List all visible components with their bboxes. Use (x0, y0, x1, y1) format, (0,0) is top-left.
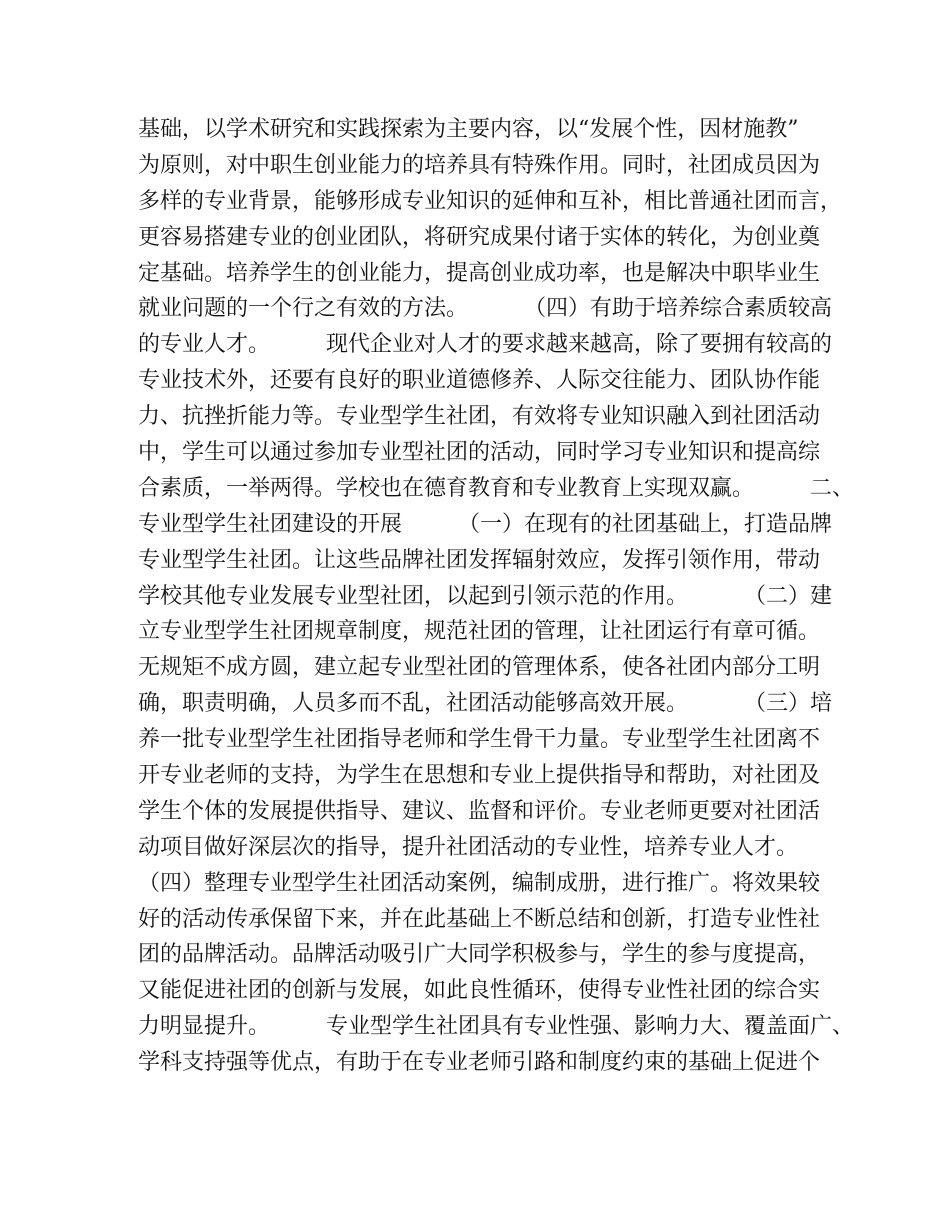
text-line: 无规矩不成方圆，建立起专业型社团的管理体系，使各社团内部分工明 (138, 655, 821, 681)
text-line: 好的活动传承保留下来，并在此基础上不断总结和创新，打造专业性社 (138, 906, 821, 932)
text-line: 专业型学生社团建设的开展 （一）在现有的社团基础上，打造品牌 (138, 511, 832, 537)
text-line: 中，学生可以通过参加专业型社团的活动，同时学习专业知识和提高综 (138, 440, 821, 466)
text-line: 力、抗挫折能力等。专业型学生社团，有效将专业知识融入到社团活动 (138, 404, 821, 430)
text-line: 开专业老师的支持，为学生在思想和专业上提供指导和帮助，对社团及 (138, 763, 821, 789)
text-line: 立专业型学生社团规章制度，规范社团的管理，让社团运行有章可循。 (138, 619, 821, 645)
text-line: 确，职责明确，人员多而不乱，社团活动能够高效开展。 （三）培 (138, 691, 832, 717)
text-line: 学校其他专业发展专业型社团，以起到引领示范的作用。 （二）建 (138, 583, 832, 609)
text-line: 学生个体的发展提供指导、建议、监督和评价。专业老师更要对社团活 (138, 798, 821, 824)
text-line: 为原则，对中职生创业能力的培养具有特殊作用。同时，社团成员因为 (138, 152, 821, 178)
text-line: 的专业人才。 现代企业对人才的要求越来越高，除了要拥有较高的 (138, 332, 832, 358)
text-line: 专业技术外，还要有良好的职业道德修养、人际交往能力、团队协作能 (138, 368, 821, 394)
text-line: 合素质，一举两得。学校也在德育教育和专业教育上实现双赢。 二、 (138, 475, 854, 501)
text-line: 力明显提升。 专业型学生社团具有专业性强、影响力大、覆盖面广、 (138, 1014, 854, 1040)
text-line: 定基础。培养学生的创业能力，提高创业成功率，也是解决中职毕业生 (138, 260, 821, 286)
body-text (138, 112, 854, 1081)
text-line: 又能促进社团的创新与发展，如此良性循环，使得专业性社团的综合实 (138, 978, 821, 1004)
text-line: 养一批专业型学生社团指导老师和学生骨干力量。专业型学生社团离不 (138, 727, 821, 753)
text-line: 团的品牌活动。品牌活动吸引广大同学积极参与，学生的参与度提高， (138, 942, 821, 968)
text-line: 基础，以学术研究和实践探索为主要内容，以“发展个性，因材施教” (138, 117, 799, 142)
text-line: 动项目做好深层次的指导，提升社团活动的专业性，培养专业人才。 (138, 834, 799, 860)
text-line: 就业问题的一个行之有效的方法。 （四）有助于培养综合素质较高 (138, 296, 832, 322)
text-line: （四）整理专业型学生社团活动案例，编制成册，进行推广。将效果较 (138, 870, 821, 896)
text-line: 更容易搭建专业的创业团队，将研究成果付诸于实体的转化，为创业奠 (138, 224, 821, 250)
text-line: 学科支持强等优点，有助于在专业老师引路和制度约束的基础上促进个 (138, 1050, 821, 1076)
text-line: 多样的专业背景，能够形成专业知识的延伸和互补，相比普通社团而言， (138, 188, 843, 214)
text-line: 专业型学生社团。让这些品牌社团发挥辐射效应，发挥引领作用，带动 (138, 547, 821, 573)
